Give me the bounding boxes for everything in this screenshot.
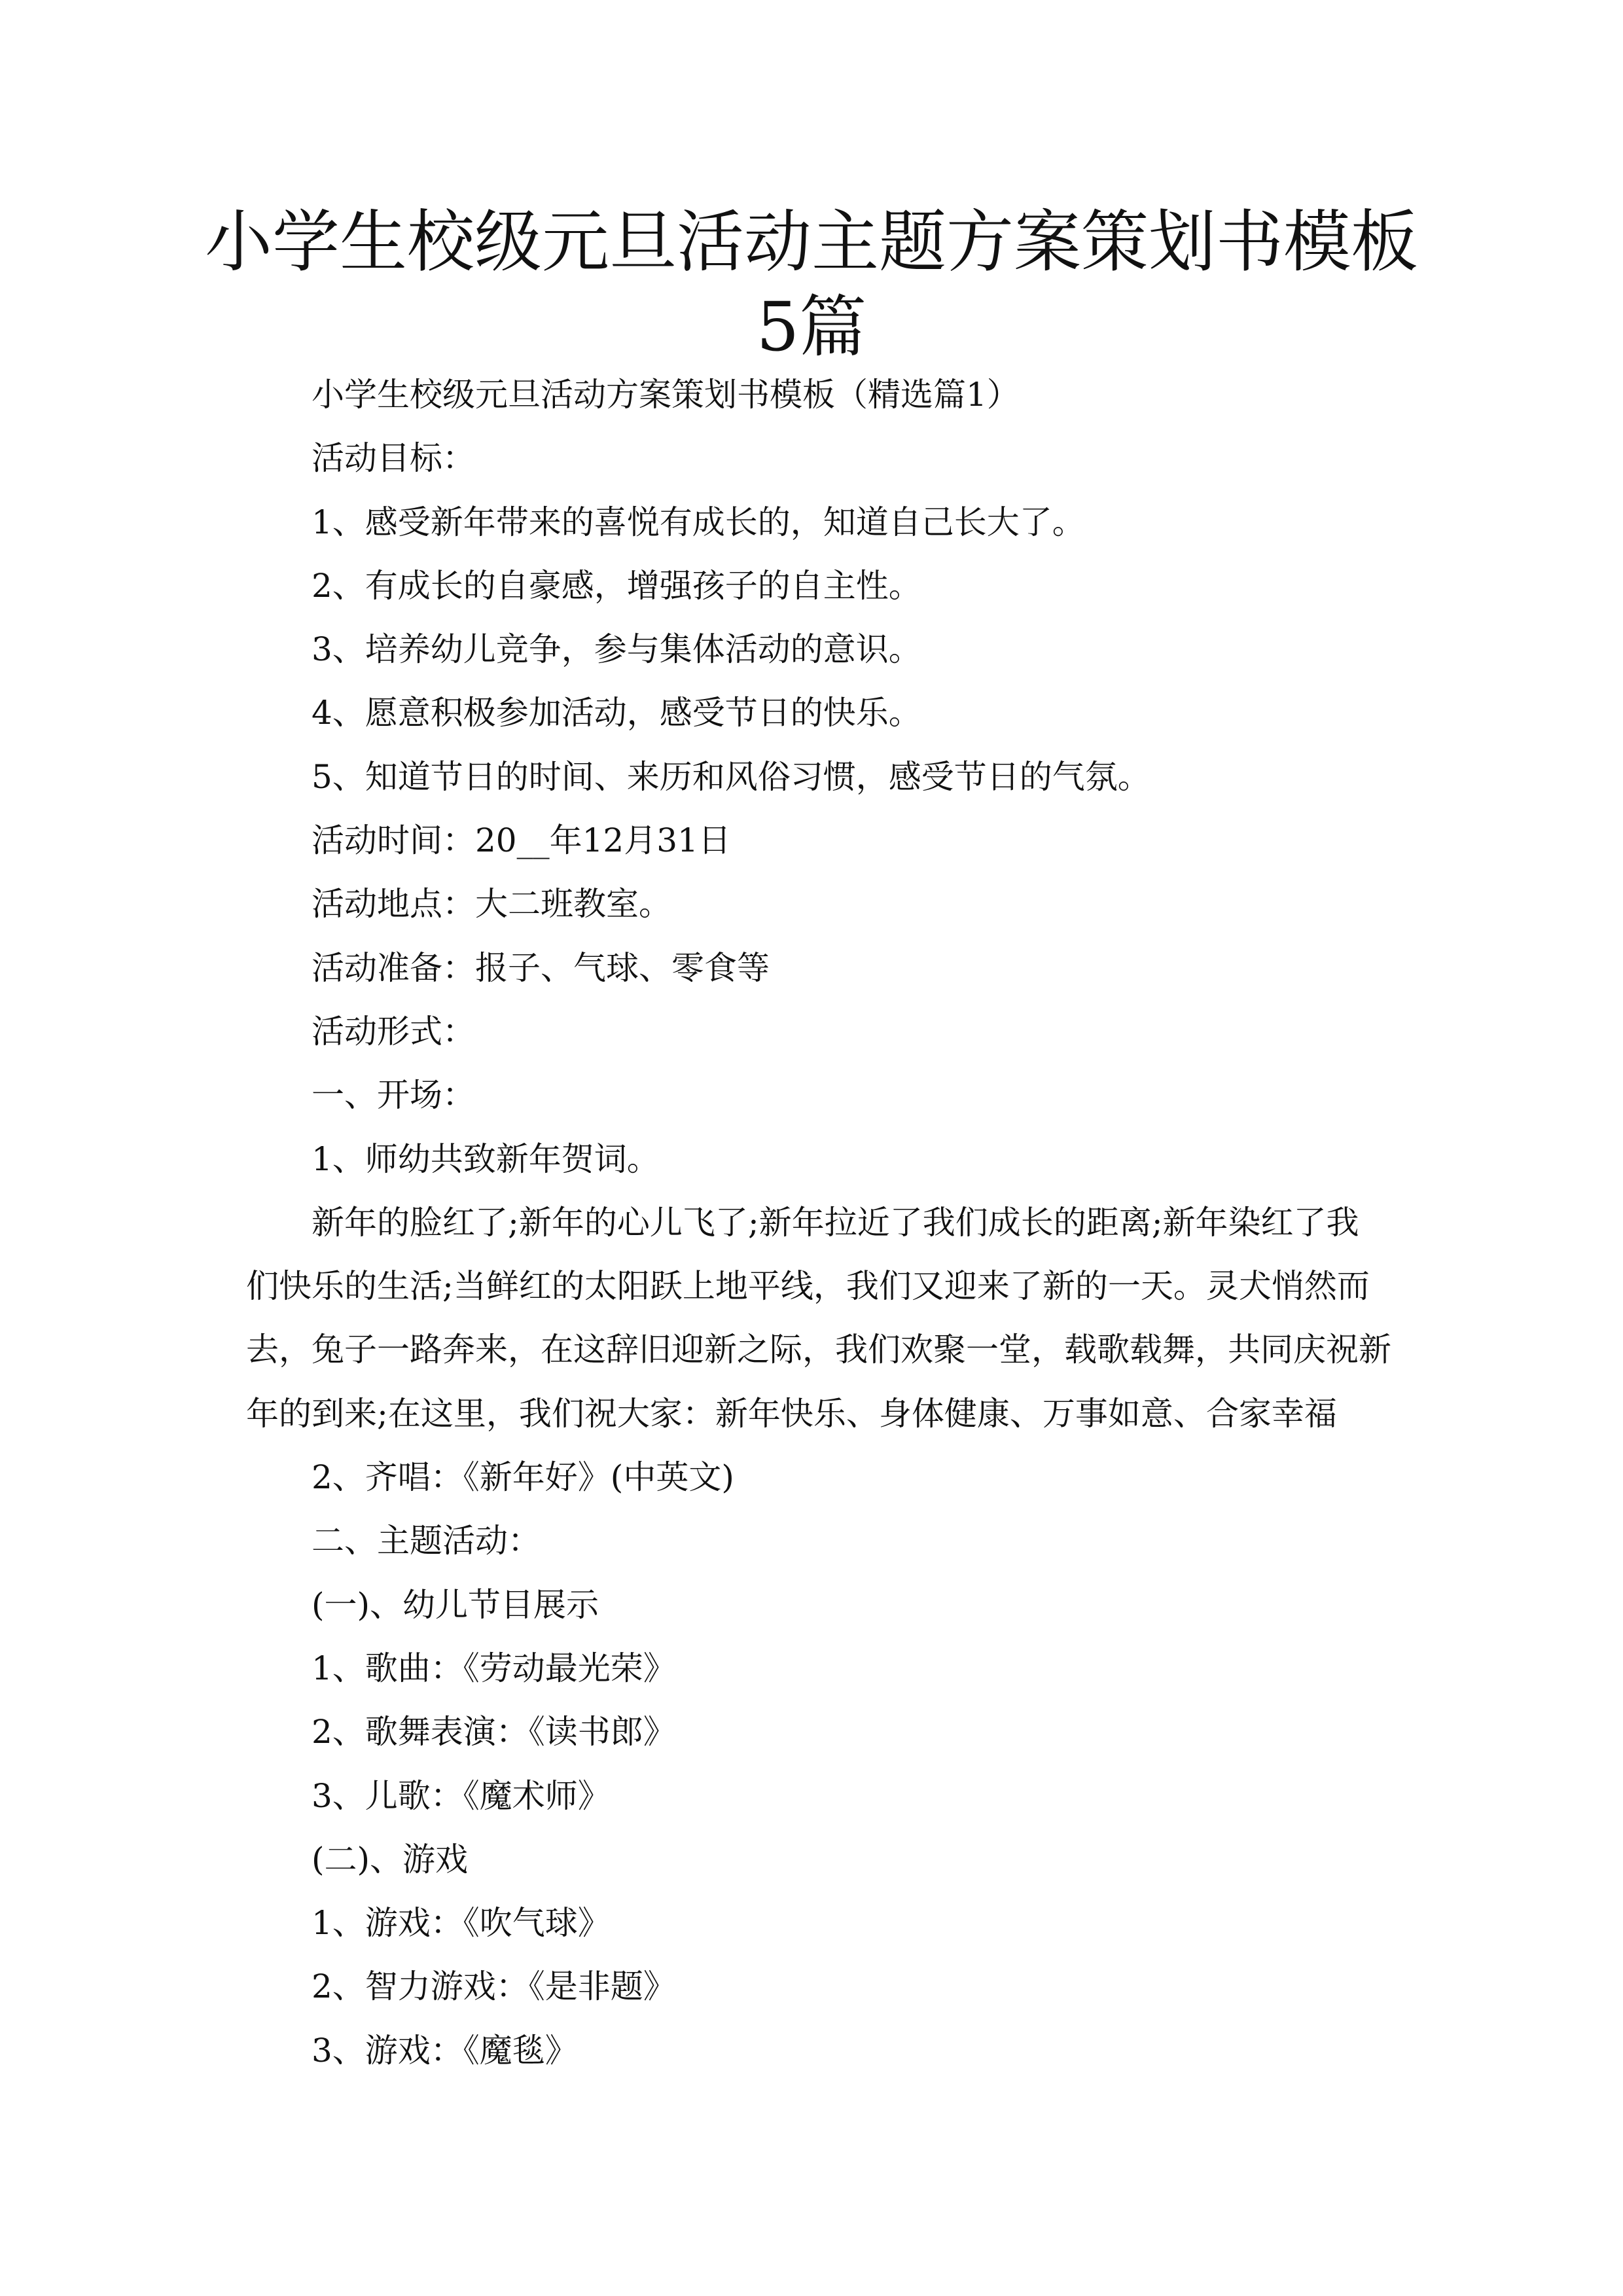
text-line: 二、主题活动：	[312, 1522, 541, 1560]
list-item: 2、有成长的自豪感，增强孩子的自主性。	[312, 566, 921, 605]
list-item: 3、儿歌：《魔术师》	[312, 1776, 611, 1815]
list-item: 5、知道节日的时间、来历和风俗习惯，感受节日的气氛。	[312, 757, 1150, 796]
document-body	[246, 363, 1391, 2083]
list-item: 1、感受新年带来的喜悦有成长的，知道自己长大了。	[312, 503, 1085, 541]
list-item: 1、师幼共致新年贺词。	[312, 1139, 660, 1178]
list-item: 2、齐唱：《新年好》(中英文)	[312, 1458, 734, 1497]
list-item: 4、愿意积极参加活动，感受节日的快乐。	[312, 694, 921, 732]
paragraph-line: 年的到来;在这里，我们祝大家：新年快乐、身体健康、万事如意、合家幸福	[246, 1394, 1337, 1433]
text-line: 活动形式：	[312, 1012, 475, 1050]
text-line: 活动地点：大二班教室。	[312, 885, 671, 924]
text-line: (一)、幼儿节目展示	[312, 1585, 599, 1624]
list-item: 1、歌曲：《劳动最光荣》	[312, 1649, 676, 1687]
list-item: 2、歌舞表演：《读书郎》	[312, 1713, 676, 1751]
list-item: 3、游戏：《魔毯》	[312, 2031, 578, 2070]
paragraph-line: 们快乐的生活;当鲜红的太阳跃上地平线，我们又迎来了新的一天。灵犬悄然而	[246, 1267, 1370, 1306]
text-line: 一、开场：	[312, 1076, 475, 1115]
list-item: 1、游戏：《吹气球》	[312, 1904, 611, 1943]
paragraph-line: 新年的脸红了;新年的心儿飞了;新年拉近了我们成长的距离;新年染红了我	[312, 1203, 1359, 1242]
section-heading: 小学生校级元旦活动方案策划书模板（精选篇1）	[312, 376, 1020, 414]
text-line: 活动时间：20__年12月31日	[312, 821, 731, 860]
text-line: 活动目标：	[312, 439, 475, 478]
paragraph-line: 去，兔子一路奔来，在这辞旧迎新之际，我们欢聚一堂，载歌载舞，共同庆祝新	[246, 1331, 1391, 1369]
document-title-line-2: 5篇	[756, 288, 867, 367]
text-line: 活动准备：报子、气球、零食等	[312, 948, 770, 987]
document-title-line-1: 小学生校级元旦活动主题方案策划书模板	[205, 203, 1418, 281]
list-item: 2、智力游戏：《是非题》	[312, 1967, 676, 2006]
text-line: (二)、游戏	[312, 1840, 469, 1878]
list-item: 3、培养幼儿竞争，参与集体活动的意识。	[312, 630, 921, 669]
